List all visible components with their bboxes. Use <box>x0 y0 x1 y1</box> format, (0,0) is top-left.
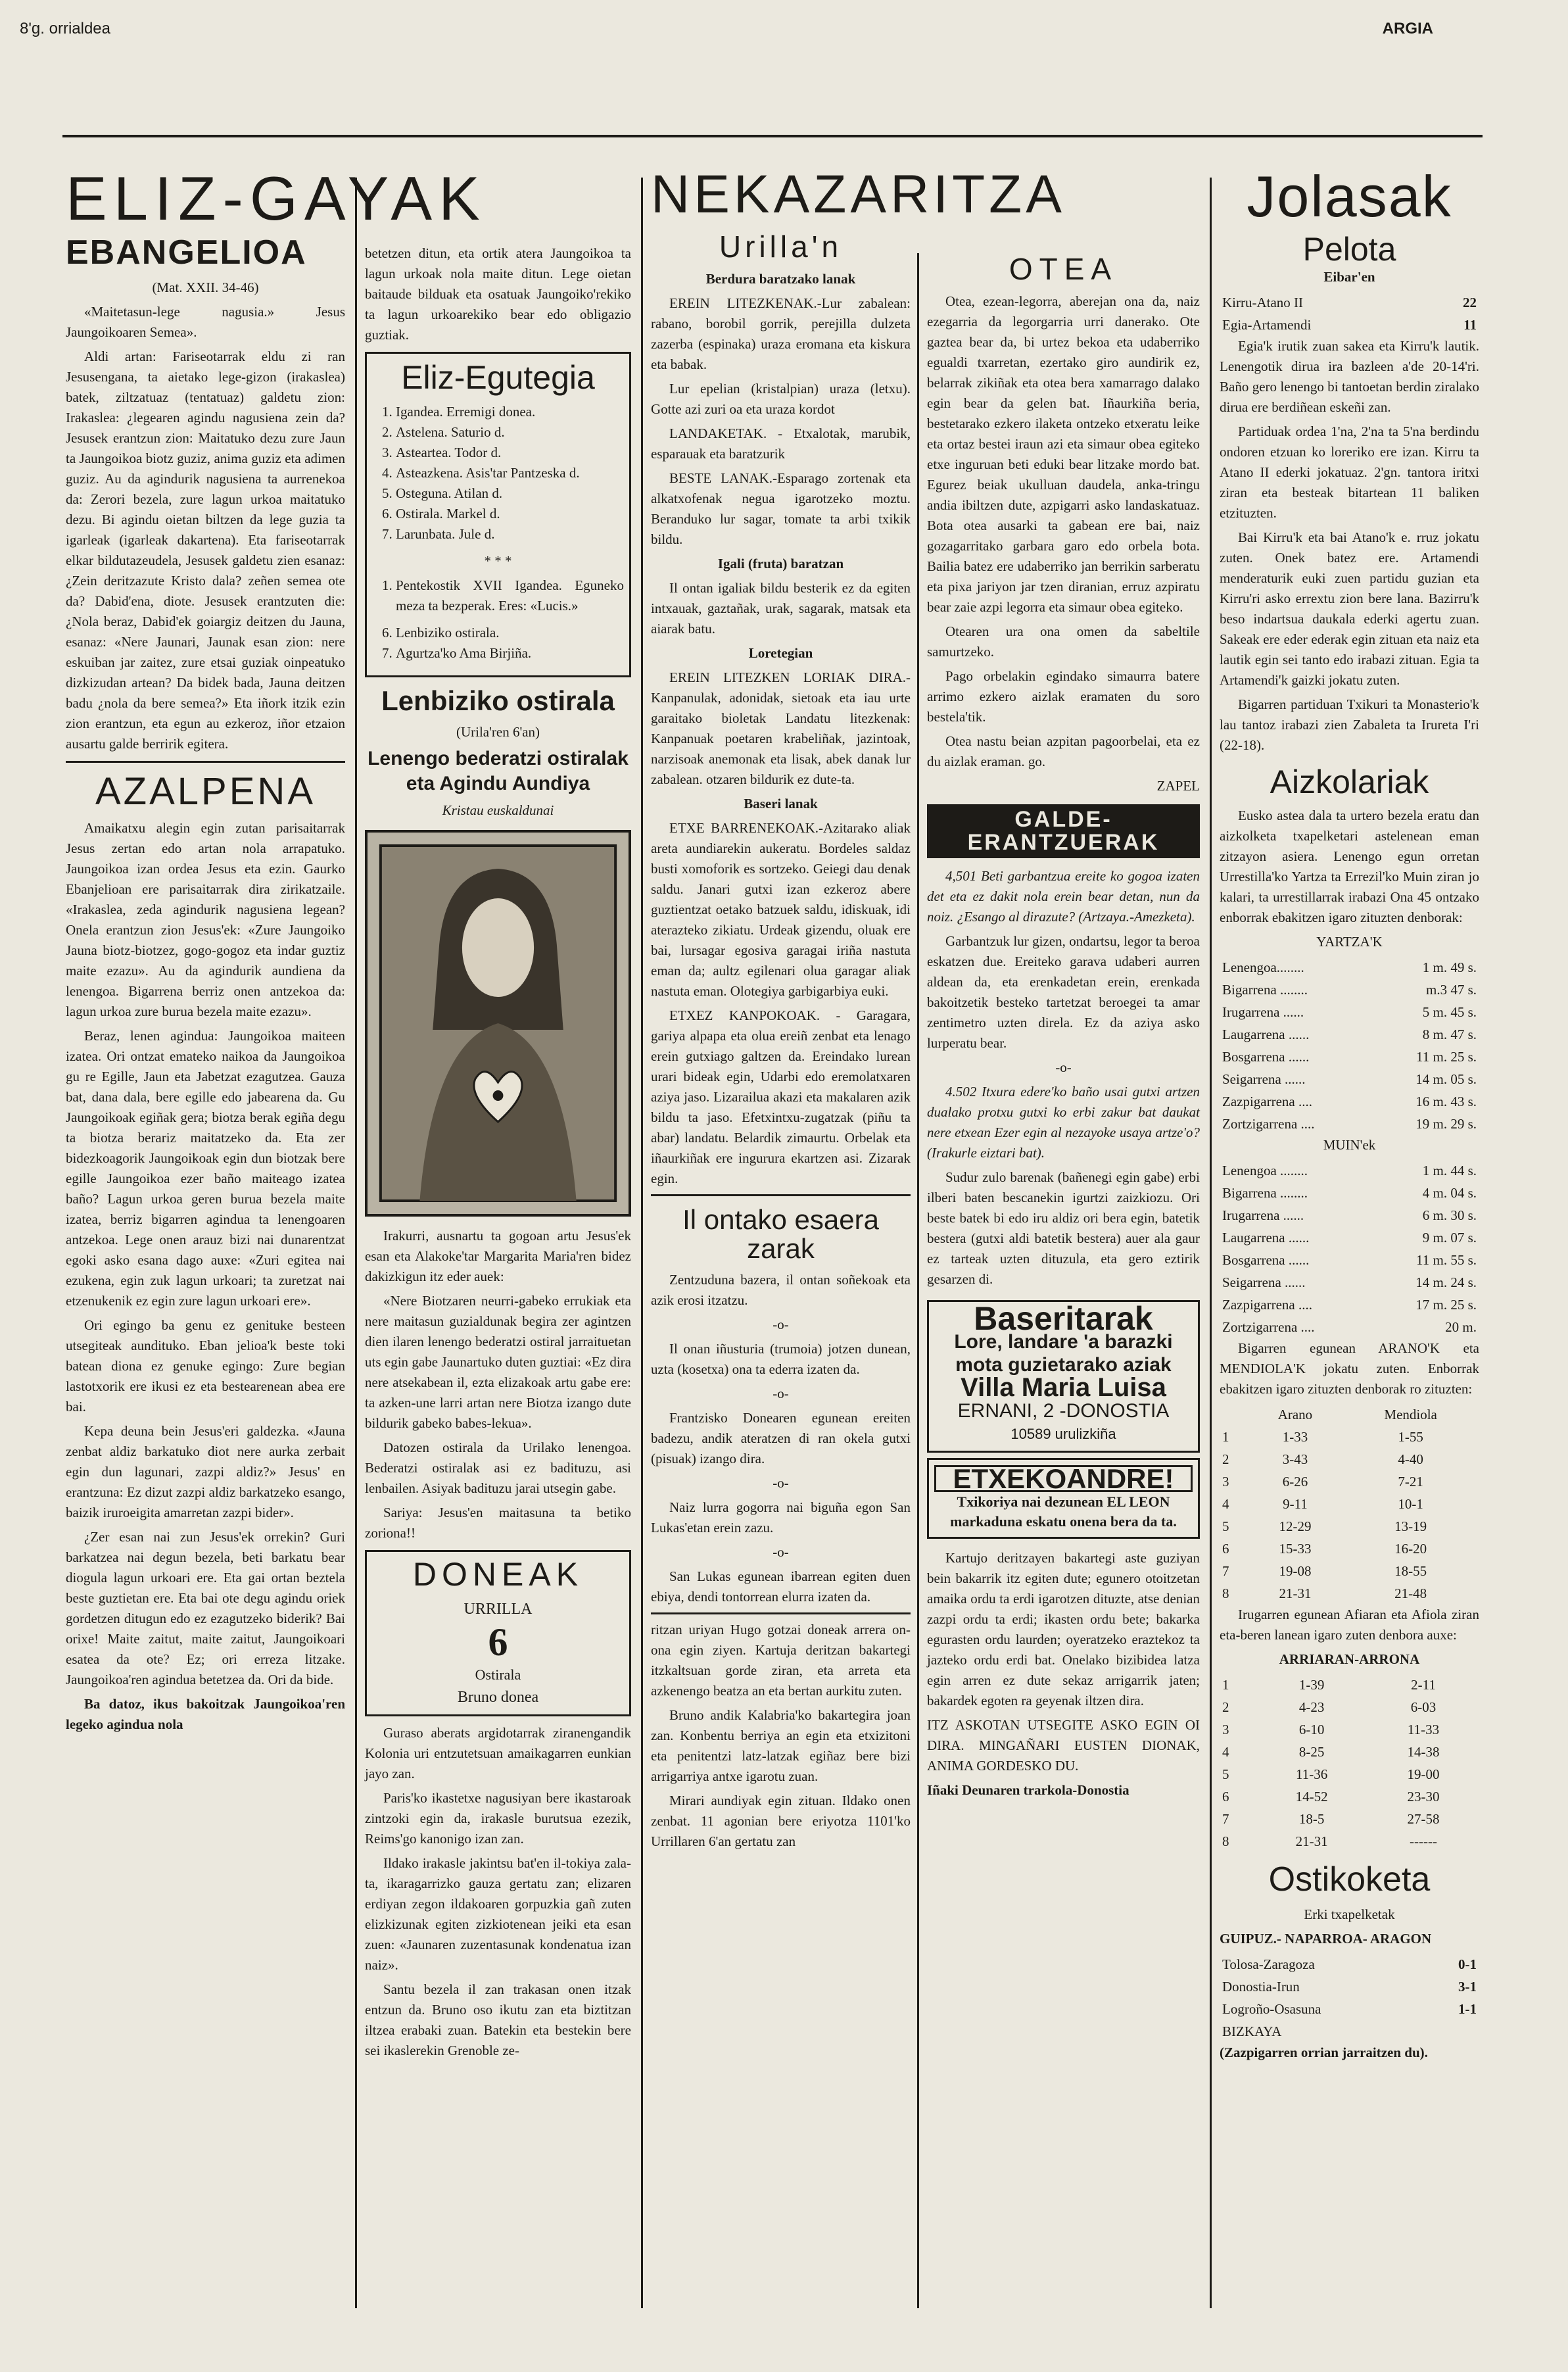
otea-author: ZAPEL <box>1156 778 1200 794</box>
cell: 4 <box>1222 1496 1229 1512</box>
cell: Zortzigarrena .... <box>1222 1319 1315 1335</box>
table-row <box>1220 2020 1479 2043</box>
cell: Laugarrena ...... <box>1222 1027 1310 1042</box>
table-row <box>1220 1560 1479 1582</box>
cell: 12-29 <box>1279 1518 1312 1534</box>
cell: 4-23 <box>1298 1699 1325 1715</box>
table-row <box>1220 1068 1479 1090</box>
cell: 27-58 <box>1407 1811 1440 1827</box>
cell: Zazpigarrena .... <box>1222 1297 1313 1313</box>
arriaran-arrona-head: ARRIARAN-ARRONA <box>1279 1651 1420 1667</box>
kanpokoak-text: ETXEZ KANPOKOAK. - Garagara, gariya alpapa eta olua ereiñ zenbat eta lenago erein gutxiago galtzen da. Ereindako lurean urari bideak egin, Udarbi edo eremolatxaren aziya jaso. Lizarailua akazi eta makalaren azik bildu ta jaso. Efetxintxu-zugatzak (piñu ta abar) landatu. Belardik zimaurtu. Orbelak eta iñaurkiñak ere ingurura ekartzen asi. Zizarak egin. <box>651 1007 911 1187</box>
table-row <box>1220 1090 1479 1113</box>
cell: 23-30 <box>1407 1789 1440 1804</box>
cell: 1-1 <box>1458 2000 1477 2017</box>
egutegia-day: 7. Agurtza'ko Ama Birjiña. <box>396 643 624 664</box>
team: Egia-Artamendi <box>1222 316 1312 333</box>
ostirala-paragraph: Sariya: Jesus'en maitasuna ta betiko zoriona!! <box>365 1504 631 1541</box>
cell: 1 <box>1222 1429 1229 1445</box>
cell: 7-21 <box>1398 1474 1423 1489</box>
cell: 8 m. 47 s. <box>1422 1027 1477 1042</box>
cell: Laugarrena ...... <box>1222 1230 1310 1246</box>
eliz-egutegia-box <box>365 352 631 677</box>
egutegia-day: 1. Igandea. Erremigi donea. <box>396 402 624 422</box>
cell: 16 m. 43 s. <box>1415 1094 1477 1109</box>
cell: ------ <box>1410 1833 1438 1849</box>
cell: Bosgarrena ...... <box>1222 1252 1310 1268</box>
baseri-lanak-text: ETXE BARRENEKOAK.-Azitarako aliak areta aundiarekin aukeratu. Bordeles saldaz busti xomoforik es sortzeko. Geiegi dau denak saldu. Janari gutxi izan ezkeroz abere guztientzat oetako batzuek saldu, idiskuak, idi aterazteko zikiatu. Urdeak gizendu, oluak ere bai, lursagar egosiva garagai iriña nastuta eman da; aultz egilenari olua garagar aliak nastuta eman. Olotegiya garbigarbiya euki. <box>651 820 911 1000</box>
ostikoketa-title: Ostikoketa <box>1268 1860 1431 1899</box>
cell: Zazpigarrena .... <box>1222 1094 1313 1109</box>
continued-note: (Zazpigarren orrian jarraitzen du). <box>1220 2044 1428 2060</box>
table-row <box>1220 979 1479 1001</box>
eibarren-subtitle: Eibar'en <box>1323 268 1375 285</box>
urilla-title: Urilla'n <box>719 230 843 264</box>
cell: 9-11 <box>1283 1496 1308 1512</box>
table-row <box>1220 1182 1479 1204</box>
separator: -o- <box>772 1386 789 1402</box>
table-row <box>1220 1515 1479 1537</box>
pelota-scores <box>1220 291 1479 336</box>
gospel-reference: (Mat. XXII. 34-46) <box>152 279 259 295</box>
score-row <box>1220 314 1479 336</box>
table-row <box>1220 1204 1479 1226</box>
cell: 14 m. 05 s. <box>1415 1071 1477 1087</box>
cell: 19 m. 29 s. <box>1415 1116 1477 1132</box>
cell: Bigarrena ........ <box>1222 1185 1308 1201</box>
table-row <box>1220 1316 1479 1338</box>
cell: 5 <box>1222 1518 1229 1534</box>
ad-line: ERNANI, 2 -DONOSTIA <box>957 1400 1170 1422</box>
cell: 11-36 <box>1295 1766 1328 1782</box>
column-jolasak <box>1220 164 1479 2067</box>
ad-title: Baseritarak <box>974 1300 1153 1338</box>
doneak-month: URRILLA <box>463 1601 533 1618</box>
cell: Lenengoa........ <box>1222 959 1304 975</box>
cell: 4-40 <box>1398 1451 1423 1467</box>
egutegia-day: 4. Asteazkena. Asis'tar Pantzeska d. <box>396 463 624 483</box>
egutegia-list-2 <box>372 575 624 616</box>
egutegia-list-3 <box>372 623 624 664</box>
yartza-title: YARTZA'K <box>1316 934 1383 950</box>
score-row <box>1220 291 1479 314</box>
ostirala-subheading: Kristau euskaldunai <box>442 802 554 818</box>
cell: 2 <box>1222 1451 1229 1467</box>
egutegia-day: 5. Osteguna. Atilan d. <box>396 483 624 504</box>
esaera-rule <box>651 1194 911 1196</box>
cell: Bigarrena ........ <box>1222 982 1308 998</box>
cell: 6 m. 30 s. <box>1422 1207 1477 1223</box>
igali-text: Il ontan igaliak bildu besterik ez da egiten intxauak, gaztañak, urak, sagarak, matsak eta aiarak batu. <box>651 580 911 637</box>
separator: -o- <box>772 1317 789 1333</box>
table-row <box>1220 1001 1479 1023</box>
erki-txapelketak: Erki txapelketak <box>1304 1906 1395 1922</box>
arriaran-intro: Irugarren egunean Afiaran eta Afiola ziran eta-beren lanean igaro zuten denbora auxe: <box>1220 1607 1479 1643</box>
doneak-box <box>365 1550 631 1717</box>
lenbiziko-ostirala-title: Lenbiziko ostirala <box>381 685 615 716</box>
ad-line: Villa Maria Luisa <box>961 1373 1166 1403</box>
baseri-lanak-title: Baseri lanak <box>744 796 818 812</box>
cell: 6-26 <box>1282 1474 1308 1489</box>
bruno-paragraph: Paris'ko ikastetxe nagusiyan bere ikastaroak zintzoki egin da, irakasle burutsua ezezik, Reims'go kanonigo izan zan. <box>365 1790 631 1847</box>
ad-line: 10589 urulizkiña <box>1010 1426 1116 1443</box>
galde-question: 4,501 Beti garbantzua ereite ko gogoa izaten det eta ez dakit nola erein bear detan, nun da noiz. ¿Esango al dirazute? (Artzaya.-Amezketa). <box>927 868 1200 925</box>
galde-erantzuerak-title: GALDE-ERANTZUERAK <box>927 804 1200 858</box>
azalpena-paragraph: ¿Zer esan nai zun Jesus'ek orrekin? Guri barkatzea nai degun bezela, beti barkatu bear diogula lagun urkoari ere. Eta gai ortan beztela beste guztietan ere. Eta bai ote degu agindu oriek gordetzen ditugun edo ez ezagutzeko biderik? Bai orixe! Maite zaitut, maite zaitut, Jaungoikoari esatea da ote? Ez; ori erreza litzake. Jaungoikoa'ren agindua betetzea da. Ori da bide. <box>66 1529 345 1688</box>
table-row <box>1220 1998 1479 2020</box>
bruno-continuation: ritzan uriyan Hugo gotzai doneak arrera on-ona egin ziyen. Kartuja deritzan bakartegi itzkaltsuan gorde ziran, eta arreta eta azkenengo beatza an eta bertan aurkitu zuten. <box>651 1622 911 1699</box>
column-divider-3 <box>917 253 919 2308</box>
table-row <box>1220 1785 1479 1808</box>
ebangelioa-title: EBANGELIOA <box>66 233 307 272</box>
beste-lanak-text: BESTE LANAK.-Esparago zortenak eta alkatxofenak negua igarotzeko moztu. Beranduko lur sagar, tomate ta arbi txikik bildu. <box>651 470 911 548</box>
esaera-item: Naiz lurra gogorra nai biguña egon San Lukas'etan erein zazu. <box>651 1499 911 1536</box>
table-row <box>1220 1271 1479 1294</box>
pelota-title: Pelota <box>1302 231 1396 268</box>
cell: 21-48 <box>1394 1585 1427 1601</box>
cell: 8-25 <box>1298 1744 1325 1760</box>
aizkolariak-text: Eusko astea dala ta urtero bezela eratu dan aizkolketa txapelketari astelenean eman zitzayon asiera. Lenengo egun orretan Urrestilla'ko Yartza ta Errezil'ko Muin ziran jo kalari, ta urrestillarrak irabazi Ona 45 ontzako enborrak ebakitzen igaro zituzten denborak: <box>1220 808 1479 925</box>
egutegia-list <box>372 402 624 545</box>
cell: Irugarrena ...... <box>1222 1004 1304 1020</box>
egutegia-day: 2. Astelena. Saturio d. <box>396 422 624 443</box>
table-row <box>1220 1830 1479 1852</box>
azalpena-rule <box>66 761 345 763</box>
muin-title: MUIN'ek <box>1323 1137 1376 1153</box>
cell: 3-1 <box>1458 1978 1477 1995</box>
cell: BIZKAYA <box>1222 2023 1282 2039</box>
arriaran-arrona-table <box>1220 1674 1479 1852</box>
ostirala-paragraph: «Nere Biotzaren neurri-gabeko errukiak eta nere maitasun guzialdunak begira zer agintzen dien ilaren lenengo bederatzi ostiral jarraituetan uts egin gabe Jaunartuko duten guztiai: «Ez dira nere atsekabean il, ezta elizakoak artu gabe ere: ta azken-une larri artan nere Biotza izango dute bildurik gabeko babes-lekua». <box>365 1292 631 1431</box>
baratza-text: EREIN LITEZKENAK.-Lur zabalean: rabano, borobil gorrik, perejilla dulzeta zazerba (espinaka) uraza eromana eta kiskura eta babak. <box>651 295 911 373</box>
baratza-text: Lur epelian (kristalpian) uraza (letxu). Gotte azi zuri oa eta uraza kordot <box>651 381 911 418</box>
cell: 16-20 <box>1394 1541 1427 1557</box>
landaketak-text: LANDAKETAK. - Etxalotak, marubik, esparauak eta baratzurik <box>651 425 911 462</box>
cell: 0-1 <box>1458 1956 1477 1972</box>
egutegia-day: 7. Larunbata. Jule d. <box>396 524 624 545</box>
cell: 11 m. 25 s. <box>1416 1049 1477 1065</box>
egutegia-day: 1. Pentekostik XVII Igandea. Eguneko meza ta bezperak. Eres: «Lucis.» <box>396 575 624 616</box>
muin-times <box>1220 1159 1479 1338</box>
separator: -o- <box>1055 1059 1072 1076</box>
table-row <box>1220 1582 1479 1605</box>
egutegia-day: 6. Ostirala. Markel d. <box>396 504 624 524</box>
cell <box>1431 2020 1479 2043</box>
column-divider-2 <box>641 178 643 2308</box>
cell: 6 <box>1222 1541 1229 1557</box>
bruno-paragraph: Guraso aberats argidotarrak ziranengandik Kolonia uri entzutetsuan amaikagarren eunkian jayo zan. <box>365 1725 631 1782</box>
cell: Donostia-Irun <box>1222 1978 1300 1995</box>
ad-text: Txikoriya nai dezunean EL LEON markaduna eskatu onena bera da ta. <box>950 1493 1177 1530</box>
cell: 3-43 <box>1282 1451 1308 1467</box>
bruno-continuation: Bruno andik Kalabria'ko bakartegira joan zan. Konbentu berriya an egin eta etxizitoni eta penitentzi latz-latzak egiñaz bere bizi arrigarriya antxe igarotu zuan. <box>651 1707 911 1785</box>
cell: 3 <box>1222 1474 1229 1489</box>
ad-line: mota guzietarako aziak <box>955 1354 1172 1376</box>
separator: -o- <box>772 1544 789 1561</box>
baseritarak-ad <box>927 1300 1200 1453</box>
cell: Tolosa-Zaragoza <box>1222 1956 1315 1972</box>
header-cell: Mendiola <box>1384 1407 1437 1422</box>
table-row <box>1220 1953 1479 1975</box>
cartuja-caps: ITZ ASKOTAN UTSEGITE ASKO EGIN OI DIRA. MINGAÑARI EUSTEN DIONAK, ANIMA GORDESKO DU. <box>927 1717 1200 1774</box>
egutegia-stars: * * * <box>484 552 512 569</box>
ostikoketa-results <box>1220 1953 1479 2043</box>
table-row <box>1220 1975 1479 1998</box>
table-row <box>1220 1470 1479 1493</box>
galde-answer: Garbantzuk lur gizen, ondartsu, legor ta beroa eskatzen due. Ereiteko garava udaberi aurren aldean da, eta erenkadetan erein, erenkada bakoitzetik besteko tartetzat beroegei ta amar zentimetro uzten direla. Ez da aziya asko lurperatu bear. <box>927 933 1200 1052</box>
table-row <box>1220 1763 1479 1785</box>
otea-paragraph: Pago orbelakin egindako simaurra batere arrimo ezkero aizlak eramaten du soro bestela'tik. <box>927 668 1200 725</box>
baratza-title: Berdura baratzako lanak <box>705 271 856 287</box>
cell: Bosgarrena ...... <box>1222 1049 1310 1065</box>
cell: 2-11 <box>1411 1677 1436 1693</box>
cell: 11 m. 55 s. <box>1416 1252 1477 1268</box>
cell: 18-55 <box>1394 1563 1427 1579</box>
cell: 1 <box>1222 1677 1229 1693</box>
cartuja-paragraph: Kartujo deritzayen bakartegi aste guziyan bein bakarrik itz egiten dute; egunero otoitzetan amaika ordu ta erdi igarotzen dituzte, atse denian zazpi ordu ta erdi; ikasten ordu bete; bakarka egurasten ordu laurden; oyeratzeko eraztekoz ta jazteko ordu erdi bat. Onelako bizibidea latza egin arren ez dute sekaz arrigarrik jaten; bakardek egoten ra geyenak iltzen dira. <box>927 1550 1200 1709</box>
cell: 21-31 <box>1279 1585 1312 1601</box>
bruno-paragraph: Santu bezela il zan trakasan onen itzak entzun da. Bruno oso ikutu zan eta biztitzan iltzea erabaki zuan. Batekin eta bestekin bere sei ikaslerekin Grenoble ze- <box>365 1981 631 2059</box>
doneak-saint: Bruno donea <box>457 1689 539 1706</box>
table-row <box>1220 1226 1479 1249</box>
column-divider-1 <box>355 178 357 2308</box>
cell: 4 m. 04 s. <box>1422 1185 1477 1201</box>
gospel-intro: «Maitetasun-lege nagusia.» Jesus Jaungoikoaren Semea». <box>66 303 345 340</box>
igali-title: Igali (fruta) baratzan <box>717 556 844 572</box>
cell: Seigarrena ...... <box>1222 1071 1306 1087</box>
cell: 5 m. 45 s. <box>1422 1004 1477 1020</box>
pelota-paragraph: Bigarren partiduan Txikuri ta Monasterio'k lau tantoz irabazi zien Zabaleta ta Irureta I'ri (22-18). <box>1220 696 1479 753</box>
cell: 20 m. <box>1445 1319 1477 1335</box>
table-row <box>1220 1159 1479 1182</box>
cell: 7 <box>1222 1811 1229 1827</box>
egutegia-day: 6. Lenbiziko ostirala. <box>396 623 624 643</box>
otea-title: OTEA <box>1009 252 1118 286</box>
column-egutegia <box>365 243 631 2065</box>
pelota-paragraph: Bai Kirru'k eta bai Atano'k e. rruz jokatu zuten. Onek batez ere. Artamendi menderaturik euki zuen partidu guzian eta Kirru'ri asko errextu zion bere lana. Bazirru'k beso indartsua daukala ederki agertu zuan. Sakeak ere eder ederak egin zituan eta naiz eta lautik egin sei tanto edo irabazi zituan. Egia ta Artamendi'k gaizki jokatu zuten. <box>1220 529 1479 688</box>
header-rule <box>62 135 1483 137</box>
ostirala-date: (Urila'ren 6'an) <box>456 723 540 740</box>
ostikoketa-head: GUIPUZ.- NAPARROA- ARAGON <box>1220 1930 1432 1947</box>
cell: 13-19 <box>1394 1518 1427 1534</box>
cell: 6 <box>1222 1789 1229 1804</box>
cell: 8 <box>1222 1585 1229 1601</box>
bruno-continuation: Mirari aundiyak egin zituan. Ildako onen zenbat. 11 agonian bere eriyotza 1101'ko Urrillaren 6'an gertatu zan <box>651 1793 911 1850</box>
azalpena-paragraph: Kepa deuna bein Jesus'eri galdezka. «Jauna zenbat aldiz barkatuko diot nere aurka zerbait egin dun lagunari, zazpi aldiz?» Jesus' en erantzuna: Ez dizut zazpi aldiz barkatzeko esango, baizik iruroeigita amarretan zazpi bider». <box>66 1423 345 1521</box>
ebangelio-continuation: betetzen ditun, eta ortik atera Jaungoikoa ta lagun urkoak nola maite ditun. Lege oietan baitaude bilduak eta osatuak Jaungoiko'rekiko ta lagun urkoarekiko bear edo obligazio guztiak. <box>365 245 631 343</box>
cell: 15-33 <box>1279 1541 1312 1557</box>
bruno-paragraph: Ildako irakasle jakintsu bat'en il-tokiya zala-ta, ikaragarrizko gauza gertatu zan; elizaren erdiyan zegon ildakoaren gorpuzkia gañ zuten elizkizunak egiten zizkiotenean jeiki eta esan zuen: «Jaunaren zuzentasunak kondenatua izan naiz». <box>365 1855 631 1973</box>
cell: 2 <box>1222 1699 1229 1715</box>
azalpena-paragraph: Beraz, lenen agindua: Jaungoikoa maiteen izatea. Ori ontzat emateko naikoa da Jaungoikoa gu re Egille, Jaun eta Jabetzat ezagutzea. Gauza bat, dana dala, bere egille edo jabearena da. Gu Jaungoikoak egiñak gera; biotza berak egiña degu ta biotza berariz maitatzeko da. Eta zer bidezkoagorik Jaungoikoak egin dun biotzak bere egille Jaungoikoa ezer baño maiteago izatea baño? Lagun urkoa geren burua bezela maite izatea, berriz bigarren agindua ta lenengoaren antzekoa. Lege onen arauz bizi nai dunarentzat egoki asko esana dago auxe: «Zuri egitea nai ezukena, egin zuk lagun urkoari; ta zuretzat nai etzenukenik ez egin zure lagun urkoari ere». <box>66 1028 345 1309</box>
cell: 21-31 <box>1295 1833 1328 1849</box>
cell: Lenengoa ........ <box>1222 1163 1308 1178</box>
azalpena-paragraph: Amaikatxu alegin egin zutan parisaitarrak Jesus zertan edo artan nola arrapatuko. Jaungoikoa izan ordea Jesus eta ezin. Gaurko Ebanjelioan ere parisaitarrak dira zirikatzaile. «Irakaslea, zeda agindurik nagusiena legean? Onela erantzun zion Jesus'ek: «Zure Jaungoiko Jauna biotz-biotzez, gogo-gogoz eta indar guztiz maite ezazu». Au da agindurik aundiena da lenengoa. Bigarrena berriz onen antzekoa da: lagun urkoa zure burua bezela maite ezazu». <box>66 820 345 1020</box>
table-row <box>1220 1696 1479 1718</box>
score: 11 <box>1463 316 1477 333</box>
gospel-body: Aldi artan: Fariseotarrak eldu zi ran Jesusengana, ta aietako lege-gizon (irakaslea) batek, ziltzatuaz (tentatuaz) galdetu zion: Irakaslea: ¿legearen agindu nagusiena zein da? Jesusek erantzun zion: Maitatuko dezu zure Jaun ta Jaungoikoa biotz guziz, anima guziz eta adimen guziz. Au da agindurik nagusiena ta aurrenekoa da: Zerori bezela, zure lagun urkoa maitatuko dezu. Bi agindu oietan biltzen da lege guzia ta igarleak (igarleak dakartena). Eta fariseotarrak elkar bildutazeudela, Jesusek galdetu zien esanaz: ¿Zein deritzazute Kristo dala? zeñen semea ote da? Dabid'ena, diote. Jesusek erantzuten die: ¿Nola beraz, Dabid'ek goiargiz deitzen du Jauna, esanaz: «Nere Jaunari, Jaunak esan zion: nere eskuiban jar zaitez, zure etsai guziak oinpeatuko dizkizudan artean? Da bidek bada, Jauna deitzen badu ¿nola da bere semea?» Eta iñork itzik ezin zion erantzun, eta egun au ezkeroz, iñor etzaion ausartu galde berririk egitera. <box>66 348 345 752</box>
table-row <box>1220 1023 1479 1046</box>
cell: 17 m. 25 s. <box>1415 1297 1477 1313</box>
esaera-item: San Lukas egunean ibarrean egiten duen ebiya, dendi tontorrean elurra izaten da. <box>651 1568 911 1605</box>
loretegian-title: Loretegian <box>748 645 813 662</box>
cell: 1-33 <box>1282 1429 1308 1445</box>
table-row <box>1220 1808 1479 1830</box>
azalpena-paragraph: Ori egingo ba genu ez genituke besteen utsegiteak aundituko. Eban jelioa'k beste toki batean diona ez genuke egingo: Zure begian lastotxorik ere ikusi ez eta bestearenean abea ere bai. <box>66 1317 345 1415</box>
azalpena-title: AZALPENA <box>95 769 316 813</box>
table-row <box>1220 1537 1479 1560</box>
table-row <box>1220 1493 1479 1515</box>
cell: 1-39 <box>1298 1677 1325 1693</box>
table-row <box>1220 1249 1479 1271</box>
cell: Logroño-Osasuna <box>1222 2000 1321 2017</box>
cell: 3 <box>1222 1722 1229 1737</box>
table-header <box>1220 1403 1479 1426</box>
loretegian-text: EREIN LITEZKEN LORIAK DIRA.-Kanpanulak, adonidak, sietoak eta iau urte garaitako bioletak Landatu litezkenak: Kanpanuak poetaren krabeliñak, jazintoak, narzisoak anemonak eta lisak, abek danak lur zabalean. otzaren bildurik ez dute-ta. <box>651 669 911 788</box>
cell: Seigarrena ...... <box>1222 1274 1306 1290</box>
newspaper-name: ARGIA <box>1382 20 1433 37</box>
cell: 4 <box>1222 1744 1229 1760</box>
ostirala-paragraph: Irakurri, ausnartu ta gogoan artu Jesus'ek esan eta Alakoke'tar Margarita Maria'ren bidez dakizkigun itz eder auek: <box>365 1227 631 1284</box>
score: 22 <box>1463 294 1477 310</box>
cell: 6-03 <box>1410 1699 1437 1715</box>
section-title-jolasak: Jolasak <box>1247 164 1452 229</box>
header-cell <box>1220 1403 1248 1426</box>
table-row <box>1220 1294 1479 1316</box>
cell: m.3 47 s. <box>1425 982 1477 998</box>
ad-title: ETXEKOANDRE! <box>934 1465 1193 1492</box>
column-otea <box>927 253 1200 1804</box>
egutegia-day: 3. Asteartea. Todor d. <box>396 443 624 463</box>
table-row <box>1220 956 1479 979</box>
cell: Zortzigarrena .... <box>1222 1116 1315 1132</box>
separator: -o- <box>772 1475 789 1491</box>
cell: 11-33 <box>1407 1722 1440 1737</box>
table-row <box>1220 1113 1479 1135</box>
section-title-nekazaritza: NEKAZARITZA <box>651 164 1066 224</box>
cell: 14-52 <box>1295 1789 1328 1804</box>
table-row <box>1220 1741 1479 1763</box>
printer-note: Iñaki Deunaren trarkola-Donostia <box>927 1782 1129 1799</box>
header-cell: Arano <box>1277 1407 1313 1422</box>
cell: 18-5 <box>1298 1811 1325 1827</box>
arano-text: Bigarren egunean ARANO'K eta MENDIOLA'K jokatu zuten. Enborrak ebakitzen igaro zituzten denborak ro zituzten: <box>1220 1340 1479 1397</box>
cell: 14 m. 24 s. <box>1415 1274 1477 1290</box>
cell: 14-38 <box>1407 1744 1440 1760</box>
cell: 5 <box>1222 1766 1229 1782</box>
cell: 1 m. 49 s. <box>1422 959 1477 975</box>
aizkolariak-title: Aizkolariak <box>1270 763 1429 800</box>
esaera-title: Il ontako esaera zarak <box>682 1204 879 1265</box>
azalpena-ending: Ba datoz, ikus bakoitzak Jaungoikoa'ren legeko agindua nola <box>66 1696 345 1733</box>
etxekoandre-ad <box>927 1458 1200 1539</box>
table-row <box>1220 1448 1479 1470</box>
galde-question: 4.502 Itxura edere'ko baño usai gutxi artzen dualako protxu gutxi ko erbi zakur bat daukat nere etxean Ezer egin al nezayoke usaya artze'o? (Irakurle eiztari bat). <box>927 1084 1200 1161</box>
cell: 7 <box>1222 1563 1229 1579</box>
page-number: 8'g. orrialdea <box>20 20 110 37</box>
esaera-item: Zentzuduna bazera, il ontan soñekoak eta azik erosi itzatzu. <box>651 1272 911 1309</box>
table-row <box>1220 1046 1479 1068</box>
table-row <box>1220 1674 1479 1696</box>
doneak-weekday: Ostirala <box>475 1666 521 1683</box>
cell: 19-00 <box>1407 1766 1440 1782</box>
arano-mendiola-table <box>1220 1403 1479 1605</box>
ad-line: Lore, landare 'a barazki <box>954 1331 1173 1353</box>
doneak-title: DONEAK <box>412 1555 584 1593</box>
pelota-paragraph: Egia'k irutik zuan sakea eta Kirru'k lautik. Lenengotik dirua ira bazleen a'de 20-14'ri. Baño gero lenengo bi tantoetan berdin ziralako dirua ere berdiñean eskeñi zan. <box>1220 337 1479 415</box>
cell: 6-10 <box>1298 1722 1325 1737</box>
otea-paragraph: Otearen ura ona omen da sabeltile samurtzeko. <box>927 623 1200 660</box>
cell: 8 <box>1222 1833 1229 1849</box>
galde-answer: Sudur zulo barenak (bañenegi egin gabe) erbi ilberi baten bescanekin igurtzi zaizkiozu. Ori beste batek bi edo iru aldiz ori bera egin, batetik bestera (gutxi aldi batetik bestera) auer ala gaur ez tarteak uzten dituzula, eta gero eztirik gesarzen di. <box>927 1169 1200 1288</box>
cell: 10-1 <box>1398 1496 1423 1512</box>
table-row <box>1220 1718 1479 1741</box>
sacred-heart-image <box>365 830 631 1217</box>
cell: 1-55 <box>1398 1429 1423 1445</box>
esaera-item: Il onan iñusturia (trumoia) jotzen dunean, uzta (kosetxa) ona ta ederra izaten da. <box>651 1341 911 1378</box>
esaera-item: Frantzisko Donearen egunean ereiten badezu, andik ateratzen di ran okela gutxi (pisuak) izango dira. <box>651 1410 911 1467</box>
cell: 9 m. 07 s. <box>1422 1230 1477 1246</box>
doneak-day: 6 <box>488 1620 508 1664</box>
otea-paragraph: Otea nastu beian azpitan pagoorbelai, eta ez du aizlak eraman. go. <box>927 733 1200 770</box>
team: Kirru-Atano II <box>1222 294 1304 310</box>
eliz-egutegia-title: Eliz-Egutegia <box>401 359 595 396</box>
bottom-section-rule <box>651 1612 911 1614</box>
column-divider-4 <box>1210 178 1212 2308</box>
otea-paragraph: Otea, ezean-legorra, aberejan ona da, naiz ezegarria da legorgarria urri danerako. Ote gaztea bear da, bi urtez bekoa eta udaberriko egualdi txarretan, ezertako giro aundirik ez, belarrak zikiñak eta otea bera xamarrago dalako egin bear da gelen bat. Iñaurkiña beria, bestetarako ezkero ilaketa ontzeko etxeratu leike eta ortaz bestei iraun azi eta simaur obea egiteko etxe inguruan beti eduki bear litzake mordo bat. Egurez beiak ukulluan daudela, anka-tringu andia ibiltzen dute, azpigarri asko landaskatuaz. Bota otea ausarki ta gabean ere bai, naiz gozagarritako garbara garo edo orbela bota. Bailia batez ere udaberriko jan berrikin sarberatu eta pixa jariyon jar tzen diranian, erruz azpiratu bear zaie azpi legorra eta simaur obea egiteko. <box>927 293 1200 616</box>
ostirala-heading: Lenengo bederatzi ostiralak eta Agindu Aundiya <box>368 747 629 794</box>
cell: Irugarrena ...... <box>1222 1207 1304 1223</box>
table-row <box>1220 1426 1479 1448</box>
running-header <box>20 20 1433 46</box>
pelota-paragraph: Partiduak ordea 1'na, 2'na ta 5'na berdindu ondoren etzuan ko loreriko ere izan. Kirru ta Atano II ederki jokatuaz. 2'gn. tantora iritxi ziran eta besteak bitartean 11 baliken etzituzten. <box>1220 423 1479 521</box>
cell: 19-08 <box>1279 1563 1312 1579</box>
ostirala-paragraph: Datozen ostirala da Urilako lenengoa. Bederatzi ostiralak asi ez badituzu, asi lenbailen. Asiyak badituzu jarai utsegin gabe. <box>365 1439 631 1496</box>
cell: 1 m. 44 s. <box>1422 1163 1477 1178</box>
section-title-eliz-gayak: ELIZ-GAYAK <box>66 164 487 233</box>
yartza-times <box>1220 956 1479 1135</box>
